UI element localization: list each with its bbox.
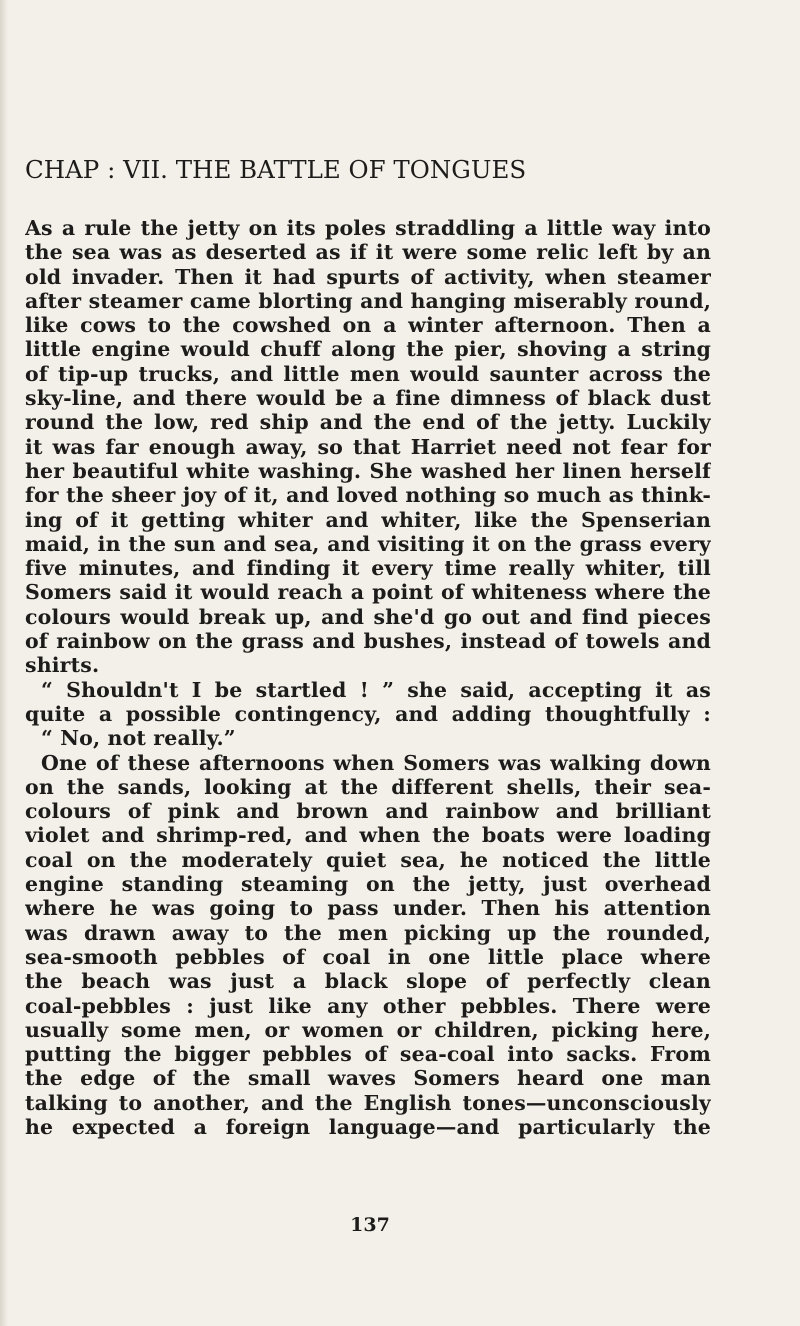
text-line-5: like cows to the cowshed on a winter afternoon. Then a <box>25 313 711 338</box>
text-line-25: colours of pink and brown and rainbow and brilliant <box>25 799 711 824</box>
text-line-27: coal on the moderately quiet sea, he noticed the little <box>25 847 711 872</box>
text-line-22: “ No, not really.” <box>41 726 236 751</box>
text-line-33: coal-pebbles : just like any other pebbles. There were <box>25 993 711 1018</box>
text-line-20: “ Shouldn't I be startled ! ” she said, accepting it as <box>41 677 711 702</box>
text-line-19: shirts. <box>25 653 100 678</box>
text-line-21: quite a possible contingency, and adding thoughtfully : <box>25 701 711 726</box>
text-line-1: As a rule the jetty on its poles straddling a little way into <box>25 216 711 240</box>
text-line-3: old invader. Then it had spurts of activity, when steamer <box>25 264 711 289</box>
text-line-28: engine standing steaming on the jetty, just overhead <box>25 872 711 897</box>
text-line-36: the edge of the small waves Somers heard one man <box>25 1066 711 1091</box>
text-line-11: her beautiful white washing. She washed her linen herself <box>25 458 711 483</box>
chapter-heading: CHAP : VII. THE BATTLE OF TONGUES <box>25 155 527 184</box>
body-text <box>25 216 711 1139</box>
text-line-32: the beach was just a black slope of perfectly clean <box>25 969 711 994</box>
text-line-15: five minutes, and finding it every time really whiter, till <box>25 556 711 581</box>
text-line-17: colours would break up, and she'd go out and find pieces <box>25 604 711 629</box>
text-line-7: of tip-up trucks, and little men would saunter across the <box>25 361 711 386</box>
text-line-23: One of these afternoons when Somers was walking down <box>41 750 711 775</box>
text-line-18: of rainbow on the grass and bushes, instead of towels and <box>25 629 711 654</box>
page-gutter-edge <box>0 0 8 1326</box>
text-line-24: on the sands, looking at the different shells, their sea- <box>25 774 711 799</box>
text-line-30: was drawn away to the men picking up the rounded, <box>25 920 711 945</box>
text-line-37: talking to another, and the English tones—unconsciously <box>25 1090 711 1115</box>
text-line-38: he expected a foreign language—and particularly the <box>25 1114 711 1139</box>
text-line-12: for the sheer joy of it, and loved nothing so much as think- <box>25 483 711 508</box>
text-line-34: usually some men, or women or children, picking here, <box>25 1017 711 1042</box>
text-line-6: little engine would chuff along the pier, shoving a string <box>25 337 711 362</box>
text-line-9: round the low, red ship and the end of the jetty. Luckily <box>25 410 711 435</box>
text-line-8: sky-line, and there would be a fine dimness of black dust <box>25 386 711 411</box>
text-line-29: where he was going to pass under. Then his attention <box>25 896 711 921</box>
text-line-31: sea-smooth pebbles of coal in one little place where <box>25 944 711 969</box>
text-line-4: after steamer came blorting and hanging miserably round, <box>25 288 711 313</box>
text-line-2: the sea was as deserted as if it were some relic left by an <box>25 240 711 265</box>
text-line-35: putting the bigger pebbles of sea-coal into sacks. From <box>25 1042 711 1067</box>
text-line-26: violet and shrimp-red, and when the boats were loading <box>25 823 711 848</box>
text-line-16: Somers said it would reach a point of whiteness where the <box>25 580 711 605</box>
text-line-13: ing of it getting whiter and whiter, like the Spenserian <box>25 507 711 532</box>
page-number: 137 <box>350 1214 390 1236</box>
text-line-10: it was far enough away, so that Harriet need not fear for <box>25 434 711 459</box>
text-line-14: maid, in the sun and sea, and visiting it on the grass every <box>25 531 711 556</box>
